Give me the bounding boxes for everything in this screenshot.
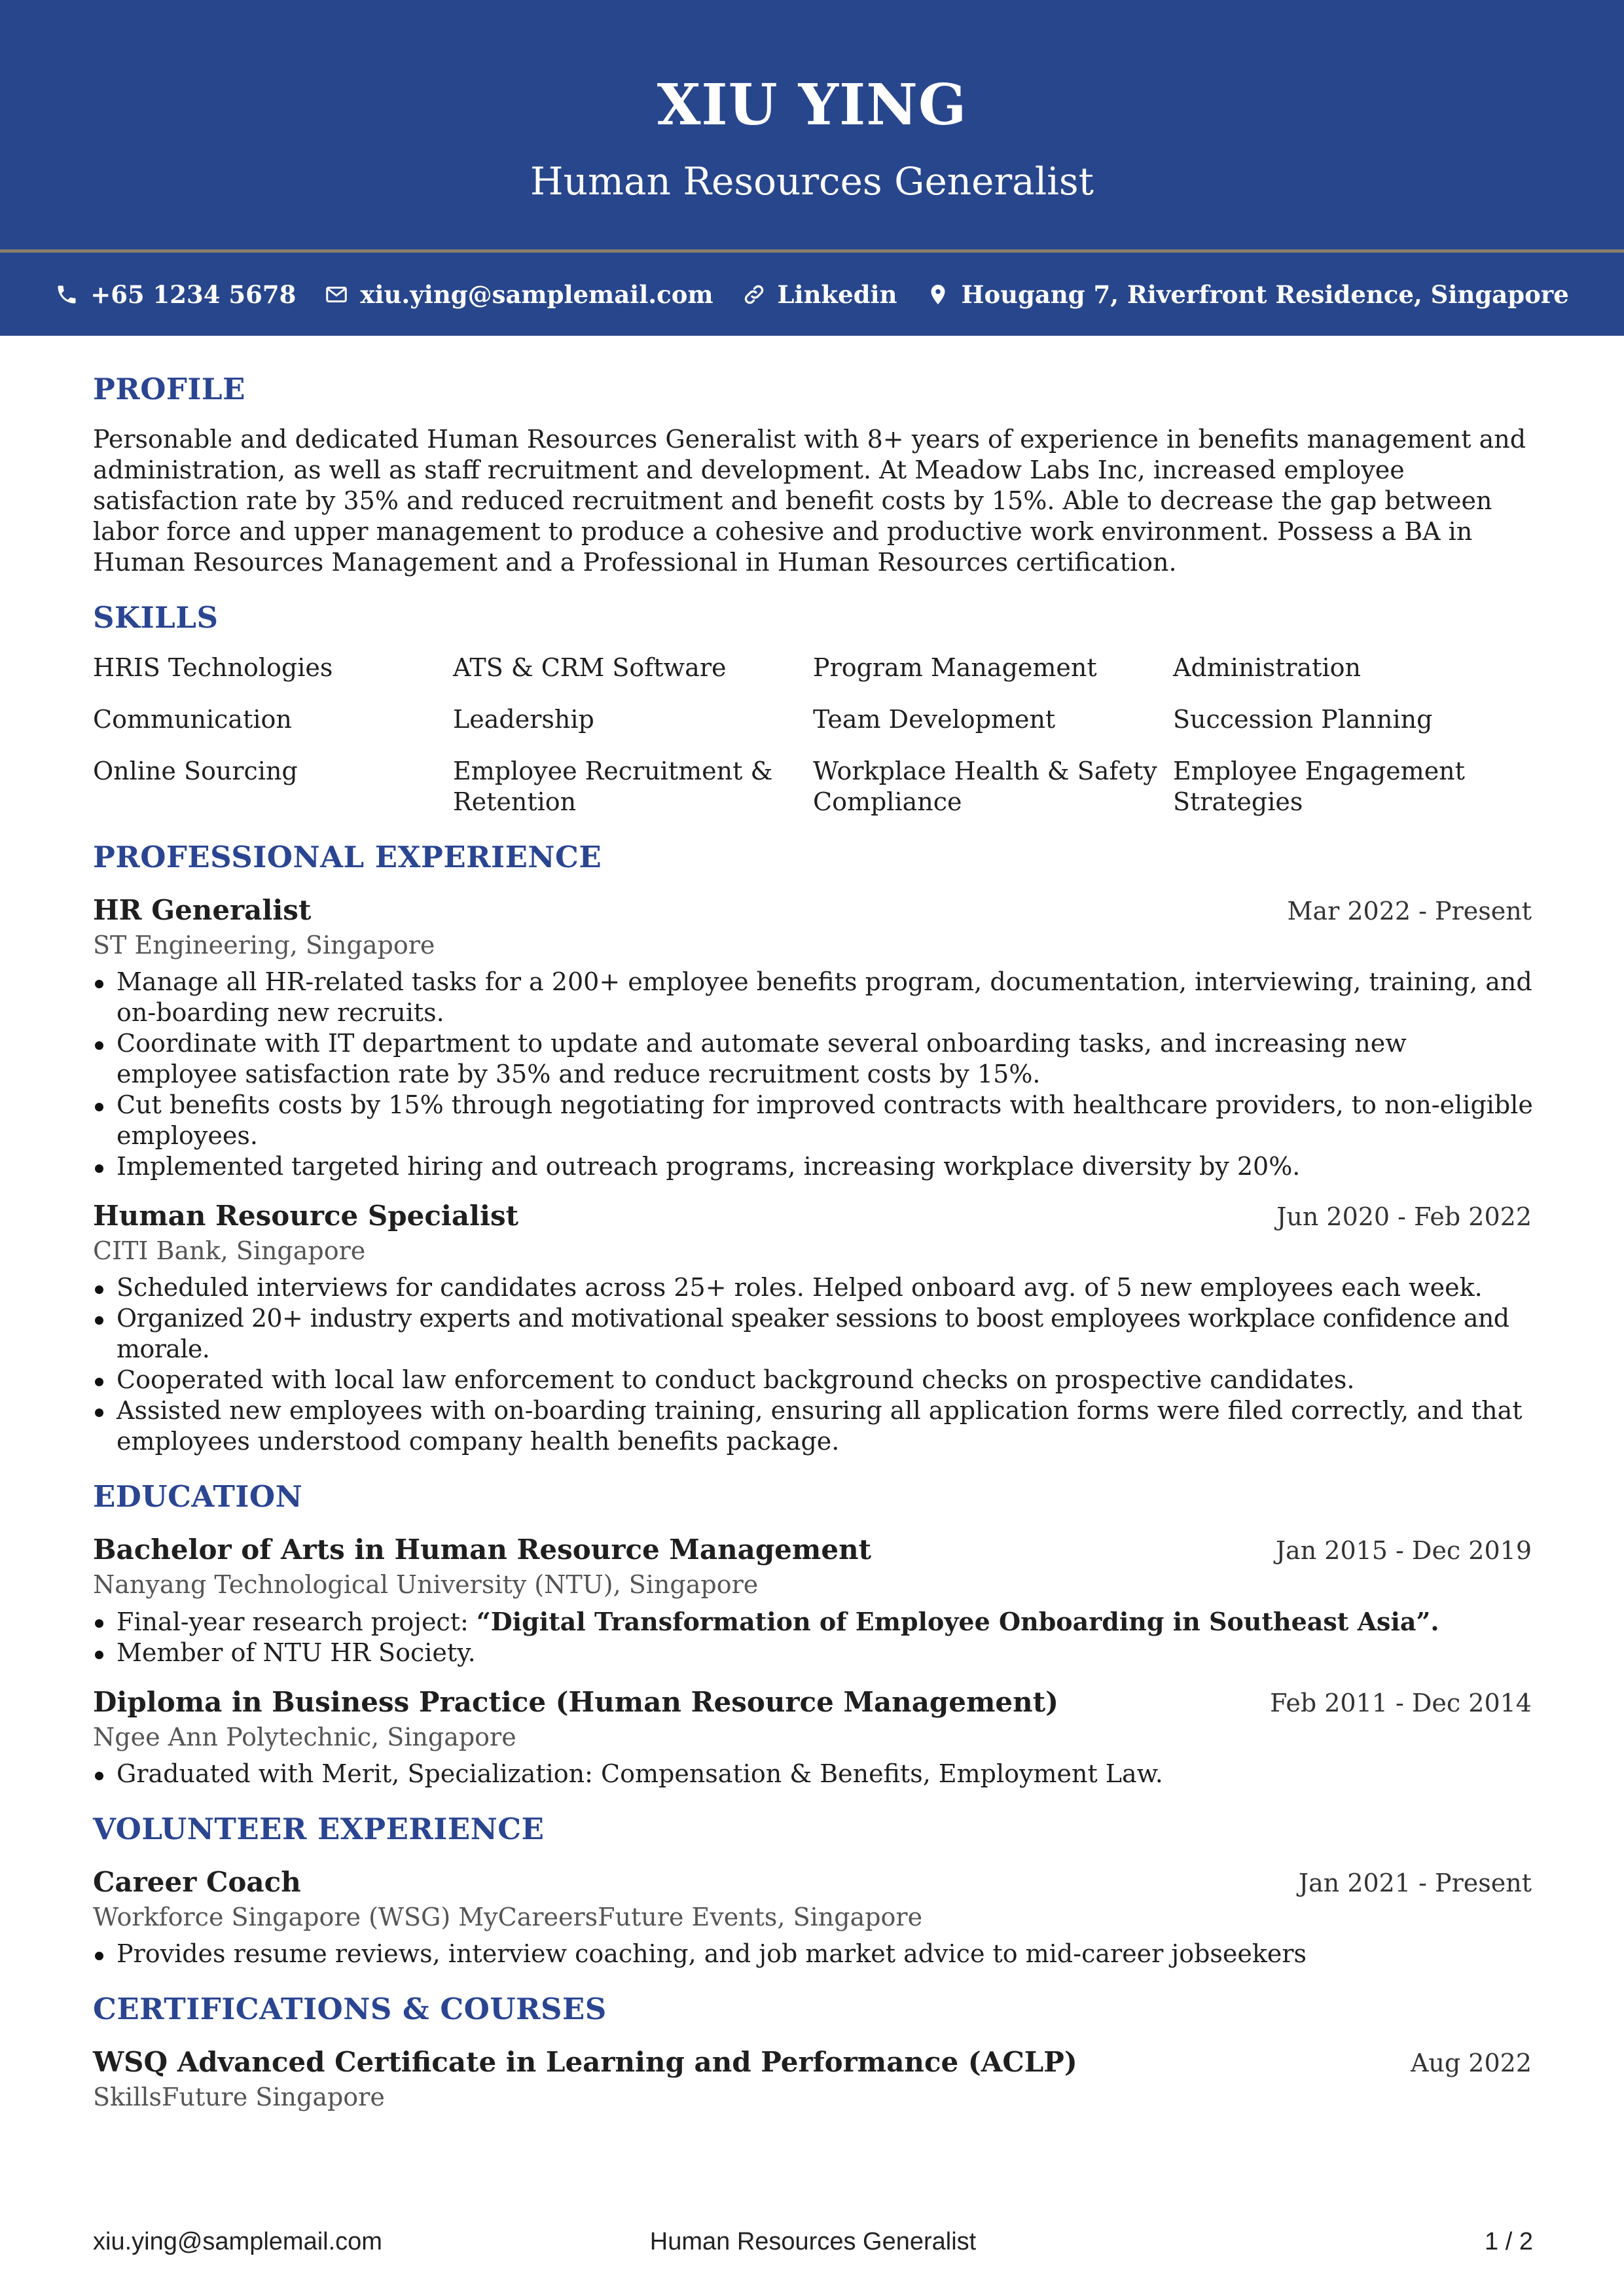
contact-phone-text: +65 1234 5678 bbox=[90, 279, 297, 309]
certification-header bbox=[93, 2044, 1533, 2081]
bullet-item: Member of NTU HR Society. bbox=[93, 1638, 1533, 1668]
degree-title: Diploma in Business Practice (Human Resource Management) bbox=[93, 1686, 1058, 1718]
contact-email[interactable] bbox=[325, 280, 713, 309]
skill-item: Online Sourcing bbox=[93, 757, 298, 785]
job-header bbox=[93, 1198, 1533, 1234]
skill-item: Employee Engagement Strategies bbox=[1173, 757, 1465, 816]
education-bullets bbox=[93, 1606, 1533, 1668]
skill-item: Succession Planning bbox=[1173, 705, 1433, 734]
job-bullets bbox=[93, 1272, 1533, 1457]
volunteer-heading: VOLUNTEER EXPERIENCE bbox=[93, 1812, 545, 1846]
volunteer-header bbox=[93, 1864, 1533, 1901]
volunteer-org: Workforce Singapore (WSG) MyCareersFuture Events, Singapore bbox=[93, 1903, 923, 1931]
footer-email: xiu.ying@samplemail.com bbox=[93, 2228, 382, 2255]
location-pin-icon bbox=[926, 283, 950, 306]
degree-title: Bachelor of Arts in Human Resource Management bbox=[93, 1534, 872, 1566]
skill-item: Team Development bbox=[813, 705, 1056, 734]
bullet-item: Implemented targeted hiring and outreach programs, increasing workplace diversity by 20%. bbox=[93, 1151, 1533, 1182]
contact-location bbox=[926, 280, 1569, 309]
bullet-item: Provides resume reviews, interview coaching, and job market advice to mid-career jobseekers bbox=[93, 1939, 1533, 1969]
footer-title: Human Resources Generalist bbox=[649, 2228, 977, 2255]
contact-linkedin[interactable] bbox=[742, 280, 897, 309]
bullet-item: Assisted new employees with on-boarding training, ensuring all application forms were filed correctly, and that employees understood company health benefits package. bbox=[93, 1395, 1533, 1457]
contact-email-text: xiu.ying@samplemail.com bbox=[360, 279, 713, 309]
skill-item: HRIS Technologies bbox=[93, 653, 333, 682]
volunteer-bullets bbox=[93, 1939, 1533, 1969]
bullet-item: Graduated with Merit, Specialization: Compensation & Benefits, Employment Law. bbox=[93, 1759, 1533, 1789]
header-banner bbox=[0, 0, 1624, 249]
job-date: Mar 2022 - Present bbox=[1287, 897, 1532, 925]
experience-heading: PROFESSIONAL EXPERIENCE bbox=[93, 840, 602, 874]
education-entry bbox=[93, 1684, 1533, 1789]
link-icon bbox=[742, 283, 766, 306]
page-number: 1 / 2 bbox=[1485, 2228, 1533, 2255]
certification-entry bbox=[93, 2044, 1533, 2113]
contact-phone[interactable] bbox=[55, 280, 296, 309]
job-entry bbox=[93, 892, 1533, 1182]
phone-icon bbox=[55, 283, 79, 306]
job-date: Jun 2020 - Feb 2022 bbox=[1276, 1202, 1532, 1231]
volunteer-title: Career Coach bbox=[93, 1866, 301, 1898]
job-org: ST Engineering, Singapore bbox=[93, 931, 435, 960]
volunteer-date: Jan 2021 - Present bbox=[1298, 1869, 1532, 1897]
skill-item: Workplace Health & Safety Compliance bbox=[813, 757, 1157, 816]
bullet-item: Manage all HR-related tasks for a 200+ employee benefits program, documentation, interviewing, training, and on-boarding new recruits. bbox=[93, 967, 1533, 1028]
education-header bbox=[93, 1532, 1533, 1568]
skill-item: Communication bbox=[93, 705, 292, 734]
contact-location-text: Hougang 7, Riverfront Residence, Singapore bbox=[961, 279, 1569, 309]
candidate-name: XIU YING bbox=[657, 72, 967, 138]
profile-text: Personable and dedicated Human Resources Generalist with 8+ years of experience in benefits management and administration, as well as staff recruitment and development. At Meadow Labs Inc, increased employee satisfaction rate by 35% and reduced recruitment and benefit costs by 15%. Able to decrease the gap between labor force and upper management to produce a cohesive and productive work environment. Possess a BA in Human Resources Management and a Professional in Human Resources certification. bbox=[93, 425, 1526, 577]
skill-item: Employee Recruitment & Retention bbox=[453, 757, 773, 816]
volunteer-entry bbox=[93, 1864, 1533, 1969]
bullet-item: Coordinate with IT department to update and automate several onboarding tasks, and increasing new employee satisfaction rate by 35% and reduce recruitment costs by 15%. bbox=[93, 1028, 1533, 1090]
job-title: Human Resource Specialist bbox=[93, 1200, 519, 1232]
education-institution: Ngee Ann Polytechnic, Singapore bbox=[93, 1723, 516, 1751]
contact-bar bbox=[0, 253, 1624, 336]
candidate-title: Human Resources Generalist bbox=[530, 159, 1094, 204]
job-org: CITI Bank, Singapore bbox=[93, 1236, 366, 1265]
bullet-item: Organized 20+ industry experts and motivational speaker sessions to boost employees workplace confidence and morale. bbox=[93, 1303, 1533, 1365]
bullet-item bbox=[93, 1606, 1533, 1638]
bullet-item: Scheduled interviews for candidates across 25+ roles. Helped onboard avg. of 5 new employees each week. bbox=[93, 1272, 1533, 1303]
skill-item: Program Management bbox=[813, 653, 1097, 682]
bullet-item: Cut benefits costs by 15% through negotiating for improved contracts with healthcare providers, to non-eligible employees. bbox=[93, 1090, 1533, 1151]
certifications-heading: CERTIFICATIONS & COURSES bbox=[93, 1992, 607, 2026]
skills-heading: SKILLS bbox=[93, 600, 219, 635]
education-date: Feb 2011 - Dec 2014 bbox=[1270, 1689, 1532, 1717]
education-heading: EDUCATION bbox=[93, 1479, 303, 1514]
skill-item: ATS & CRM Software bbox=[453, 653, 727, 682]
certification-date: Aug 2022 bbox=[1410, 2049, 1532, 2077]
bullet-text: Final-year research project: bbox=[117, 1607, 477, 1636]
education-bullets bbox=[93, 1759, 1533, 1789]
resume-body bbox=[93, 353, 1533, 2129]
skills-grid bbox=[93, 653, 1533, 817]
education-header bbox=[93, 1684, 1533, 1721]
certification-issuer: SkillsFuture Singapore bbox=[93, 2083, 385, 2111]
education-date: Jan 2015 - Dec 2019 bbox=[1275, 1536, 1532, 1565]
education-institution: Nanyang Technological University (NTU), Singapore bbox=[93, 1570, 759, 1599]
education-entry bbox=[93, 1532, 1533, 1668]
job-bullets bbox=[93, 967, 1533, 1182]
mail-icon bbox=[325, 283, 348, 306]
contact-linkedin-text: Linkedin bbox=[777, 279, 897, 309]
skill-item: Leadership bbox=[453, 705, 594, 734]
skill-item: Administration bbox=[1173, 653, 1361, 682]
bullet-item: Cooperated with local law enforcement to conduct background checks on prospective candidates. bbox=[93, 1365, 1533, 1395]
certification-title: WSQ Advanced Certificate in Learning and Performance (ACLP) bbox=[93, 2046, 1077, 2078]
job-title: HR Generalist bbox=[93, 894, 312, 926]
job-header bbox=[93, 892, 1533, 929]
profile-heading: PROFILE bbox=[93, 372, 245, 406]
job-entry bbox=[93, 1198, 1533, 1457]
research-project-title: “Digital Transformation of Employee Onboarding in Southeast Asia”. bbox=[476, 1607, 1439, 1636]
